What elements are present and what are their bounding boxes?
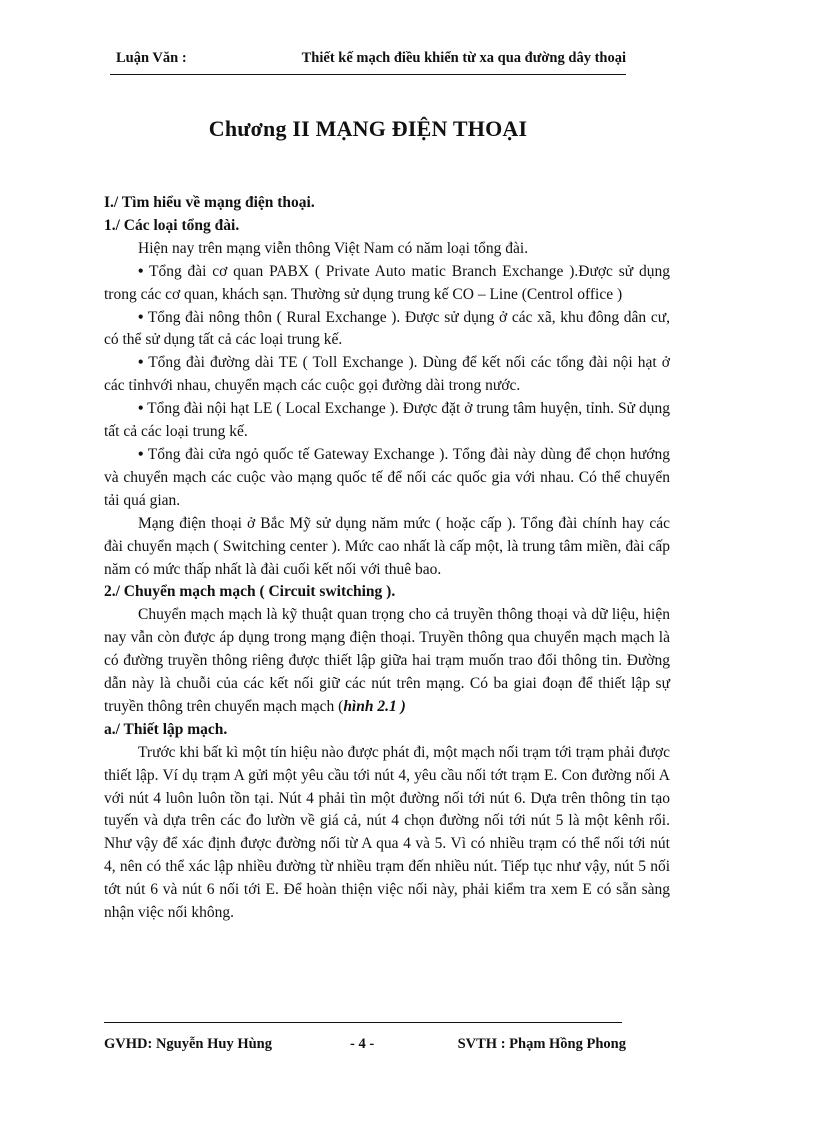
bullet-item <box>104 352 670 398</box>
footer-divider <box>104 1022 622 1023</box>
section-heading: I./ Tìm hiểu về mạng điện thoại. <box>104 194 315 211</box>
bullet-dot: • <box>138 262 144 280</box>
bullet-text: Tổng đài nội hạt LE ( Local Exchange ). Được đặt ở trung tâm huyện, tỉnh. Sử dụng tất cả các loại trung kế. <box>104 400 670 441</box>
header-right: Thiết kế mạch điều khiển từ xa qua đường dây thoại <box>301 50 626 66</box>
subsection-heading-2: 2./ Chuyển mạch mạch ( Circuit switching ). <box>104 583 396 601</box>
bullet-dot: • <box>138 308 144 326</box>
circuit-switching-text: Chuyển mạch mạch là kỹ thuật quan trọng cho cả truyền thông thoại và dữ liệu, hiện nay vẫn còn được áp dụng trong mạng điện thoại. Truyền thông qua chuyển mạch mạch là có đường truyền thông riêng được thiết lập giữa hai trạm muốn trao đổi thông tin. Đường dẫn này là chuỗi của các kết nối giữ các nút trên mạng. Có ba giai đoạn để thiết lập sự truyền thông trên chuyển mạch mạch ( <box>104 606 670 715</box>
header-divider <box>110 74 626 75</box>
footer-advisor: GVHD: Nguyễn Huy Hùng <box>104 1036 272 1052</box>
closing-paragraph: Mạng điện thoại ở Bắc Mỹ sử dụng năm mức ( hoặc cấp ). Tổng đài chính hay các đài chuyển mạch ( Switching center ). Mức cao nhất là cấp một, là trung tâm miền, đài cấp năm có mức thấp nhất là đài cuối kết nối với thuê bao. <box>104 514 670 578</box>
intro-paragraph: Hiện nay trên mạng viễn thông Việt Nam có năm loại tổng đài. <box>138 239 529 257</box>
figure-reference: hình 2.1 <box>343 697 397 715</box>
bullet-dot: • <box>138 400 144 418</box>
bullet-dot: • <box>138 354 144 372</box>
bullet-item <box>104 307 670 353</box>
page-footer <box>104 1036 626 1056</box>
circuit-setup-paragraph: Trước khi bất kì một tín hiệu nào được phát đi, một mạch nối trạm tới trạm phải được thiết lập. Ví dụ trạm A gửi một yêu cầu tới nút 4, yêu cầu nối tớt trạm E. Con đường nối A với nút 4 luôn luôn tồn tại. Nút 4 phải tìn một đường nối tới nút 6. Dựa trên thông tin tạo tuyến và dựa trên các đo lườn về giá cả, nút 4 chọn đường nối tới nút 5 là một kênh rổi. Như vậy để xác định được đường nối từ A qua 4 và 5. Vì có nhiều trạm có thể nối tới nút 4, nên có thể xác lập nhiều đường từ nhiều trạm đến nhiều nút. Tiếp tục như vậy, nút 5 nối tớt nút 6 và nút 6 nối tới E. Để hoàn thiện việc nối này, phải kiểm tra xem E có sẵn sàng nhận việc nối không. <box>104 743 670 922</box>
bullet-item <box>104 261 670 307</box>
bullet-item <box>104 444 670 513</box>
footer-student: SVTH : Phạm Hồng Phong <box>457 1036 626 1052</box>
header-left: Luận Văn : <box>116 50 187 66</box>
page-header <box>110 50 626 70</box>
bullet-item <box>104 398 670 444</box>
circuit-switching-paragraph <box>104 604 670 719</box>
bullet-text: Tổng đài nông thôn ( Rural Exchange ). Được sử dụng ở các xã, khu đông dân cư, có thể sử dụng tất cả các loại trung kế. <box>104 308 670 349</box>
bullet-dot: • <box>138 445 144 463</box>
bullet-text: Tổng đài đường dài TE ( Toll Exchange ). Dùng để kết nối các tổng đài nội hạt ở các tỉnhvới nhau, chuyển mạch các cuộc gọi đường dài trong nước. <box>104 354 670 395</box>
chapter-title: Chương II MẠNG ĐIỆN THOẠI <box>208 116 528 141</box>
main-content <box>104 192 670 925</box>
subsection-heading-1: 1./ Các loại tổng đài. <box>104 216 240 234</box>
page-number: - 4 - <box>350 1036 375 1052</box>
subsection-heading-a: a./ Thiết lập mạch. <box>104 720 228 738</box>
bullet-text: Tổng đài cửa ngỏ quốc tế Gateway Exchange ). Tổng đài này dùng để chọn hướng và chuyển mạch các cuộc vào mạng quốc tế để nối các quốc gia với nhau. Có thể chuyển tải quá gian. <box>104 445 670 509</box>
figure-reference-close: ) <box>396 697 406 715</box>
bullet-text: Tổng đài cơ quan PABX ( Private Auto matic Branch Exchange ).Được sử dụng trong các cơ quan, khách sạn. Thường sử dụng trung kế CO – Line (Centrol office ) <box>104 262 670 303</box>
